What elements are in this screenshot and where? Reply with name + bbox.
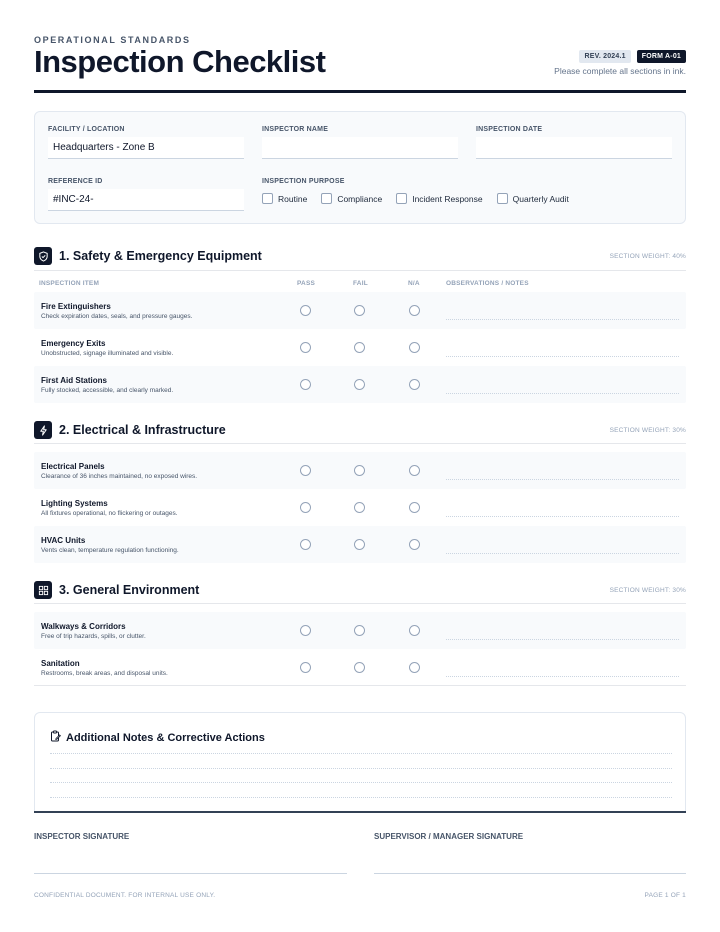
inspection-purpose-options: [262, 193, 583, 204]
pass-radio[interactable]: [300, 465, 311, 476]
notes-input-line[interactable]: [446, 639, 679, 640]
item-description: Clearance of 36 inches maintained, no exposed wires.: [41, 473, 198, 480]
notes-input-line[interactable]: [446, 553, 679, 554]
notes-write-line[interactable]: [50, 753, 672, 754]
fail-radio[interactable]: [354, 305, 365, 316]
inspection-info-card: [34, 111, 686, 224]
purpose-compliance-checkbox[interactable]: [321, 193, 382, 204]
eyebrow-label: OPERATIONAL STANDARDS: [34, 35, 191, 45]
notes-write-line[interactable]: [50, 782, 672, 783]
shield-check-icon: [34, 247, 52, 265]
notes-input-line[interactable]: [446, 393, 679, 394]
na-radio[interactable]: [409, 662, 420, 673]
item-title: Fire Extinguishers: [41, 302, 111, 311]
page-number: PAGE 1 OF 1: [644, 892, 686, 899]
section-title: 3. General Environment: [59, 583, 200, 597]
item-title: Emergency Exits: [41, 339, 106, 348]
form-badge: FORM A-01: [637, 50, 686, 63]
checkbox-label: Incident Response: [412, 193, 483, 204]
notes-write-line[interactable]: [50, 797, 672, 798]
supervisor-signature-line[interactable]: [374, 873, 686, 874]
grid-icon: [34, 581, 52, 599]
page-title: Inspection Checklist: [34, 44, 326, 79]
section-environment-header: [34, 581, 686, 599]
column-header-item: INSPECTION ITEM: [39, 280, 100, 287]
pass-radio[interactable]: [300, 502, 311, 513]
lightning-icon: [34, 421, 52, 439]
notes-bottom-rule: [34, 811, 686, 813]
checklist-row: [34, 366, 686, 403]
purpose-quarterly-audit-checkbox[interactable]: [497, 193, 569, 204]
item-description: Unobstructed, signage illuminated and visible.: [41, 350, 174, 357]
checklist-row: [34, 489, 686, 526]
checkbox-label: Compliance: [337, 193, 383, 204]
checkbox-label: Quarterly Audit: [512, 193, 569, 204]
inspector-name-label: INSPECTOR NAME: [262, 126, 329, 133]
na-radio[interactable]: [409, 465, 420, 476]
section-weight: SECTION WEIGHT: 30%: [609, 426, 686, 434]
checklist-row: [34, 292, 686, 329]
inspector-signature-line[interactable]: [34, 873, 347, 874]
pass-radio[interactable]: [300, 379, 311, 390]
header-divider: [34, 90, 686, 93]
item-title: Walkways & Corridors: [41, 622, 126, 631]
pass-radio[interactable]: [300, 539, 311, 550]
header-badges: [579, 50, 686, 63]
clipboard-edit-icon: [50, 729, 61, 747]
item-title: First Aid Stations: [41, 376, 107, 385]
item-title: HVAC Units: [41, 536, 86, 545]
fail-radio[interactable]: [354, 379, 365, 390]
fail-radio[interactable]: [354, 625, 365, 636]
column-header-pass: PASS: [297, 280, 316, 287]
na-radio[interactable]: [409, 625, 420, 636]
fail-radio[interactable]: [354, 502, 365, 513]
fail-radio[interactable]: [354, 465, 365, 476]
facility-label: FACILITY / LOCATION: [48, 126, 125, 133]
section-weight: SECTION WEIGHT: 30%: [609, 586, 686, 594]
checklist-row: [34, 612, 686, 649]
additional-notes-card: [34, 712, 686, 812]
notes-title: Additional Notes & Corrective Actions: [66, 732, 265, 744]
notes-header: [50, 729, 265, 747]
checklist-row: [34, 526, 686, 563]
inspection-purpose-label: INSPECTION PURPOSE: [262, 178, 345, 185]
checklist-page: [34, 0, 686, 932]
inspector-name-field[interactable]: [262, 137, 458, 159]
fail-radio[interactable]: [354, 342, 365, 353]
item-description: Fully stocked, accessible, and clearly marked.: [41, 387, 174, 394]
item-title: Lighting Systems: [41, 499, 108, 508]
na-radio[interactable]: [409, 502, 420, 513]
notes-input-line[interactable]: [446, 479, 679, 480]
supervisor-signature-label: SUPERVISOR / MANAGER SIGNATURE: [374, 832, 524, 841]
notes-write-line[interactable]: [50, 768, 672, 769]
section-electrical-header: [34, 421, 686, 439]
confidential-footer: CONFIDENTIAL DOCUMENT. FOR INTERNAL USE ONLY.: [34, 892, 216, 899]
na-radio[interactable]: [409, 539, 420, 550]
instructions-text: Please complete all sections in ink.: [554, 66, 686, 76]
item-description: Free of trip hazards, spills, or clutter.: [41, 633, 146, 640]
checkbox-box[interactable]: [497, 193, 508, 204]
inspector-signature-label: INSPECTOR SIGNATURE: [34, 832, 130, 841]
notes-input-line[interactable]: [446, 356, 679, 357]
na-radio[interactable]: [409, 379, 420, 390]
item-description: Check expiration dates, seals, and pressure gauges.: [41, 313, 193, 320]
pass-radio[interactable]: [300, 305, 311, 316]
pass-radio[interactable]: [300, 662, 311, 673]
section-title: 2. Electrical & Infrastructure: [59, 423, 226, 437]
checklist-row: [34, 649, 686, 686]
checklist-row: [34, 452, 686, 489]
section-divider: [34, 603, 686, 604]
section-weight: SECTION WEIGHT: 40%: [609, 252, 686, 260]
inspection-date-field[interactable]: [476, 137, 672, 159]
checkbox-box[interactable]: [321, 193, 332, 204]
item-title: Sanitation: [41, 659, 80, 668]
reference-id-label: REFERENCE ID: [48, 178, 103, 185]
purpose-routine-checkbox[interactable]: [262, 193, 307, 204]
column-header-fail: FAIL: [353, 280, 368, 287]
section-divider: [34, 685, 686, 686]
notes-input-line[interactable]: [446, 676, 679, 677]
item-description: Vents clean, temperature regulation functioning.: [41, 547, 179, 554]
pass-radio[interactable]: [300, 342, 311, 353]
fail-radio[interactable]: [354, 662, 365, 673]
revision-badge: REV. 2024.1: [579, 50, 630, 63]
reference-id-field[interactable]: #INC-24-: [48, 189, 244, 211]
na-radio[interactable]: [409, 342, 420, 353]
section-divider: [34, 443, 686, 444]
facility-field[interactable]: Headquarters - Zone B: [48, 137, 244, 159]
checklist-row: [34, 329, 686, 366]
fail-radio[interactable]: [354, 539, 365, 550]
na-radio[interactable]: [409, 305, 420, 316]
column-header-na: N/A: [408, 280, 420, 287]
notes-input-line[interactable]: [446, 319, 679, 320]
section-title: 1. Safety & Emergency Equipment: [59, 249, 262, 263]
checkbox-label: Routine: [278, 193, 308, 204]
checkbox-box[interactable]: [262, 193, 273, 204]
column-header-notes: OBSERVATIONS / NOTES: [446, 280, 529, 287]
purpose-incident-response-checkbox[interactable]: [396, 193, 482, 204]
section-safety-header: [34, 247, 686, 265]
pass-radio[interactable]: [300, 625, 311, 636]
checkbox-box[interactable]: [396, 193, 407, 204]
item-title: Electrical Panels: [41, 462, 105, 471]
section-divider: [34, 270, 686, 271]
notes-input-line[interactable]: [446, 516, 679, 517]
item-description: Restrooms, break areas, and disposal units.: [41, 670, 168, 677]
inspection-date-label: INSPECTION DATE: [476, 126, 543, 133]
item-description: All fixtures operational, no flickering or outages.: [41, 510, 178, 517]
